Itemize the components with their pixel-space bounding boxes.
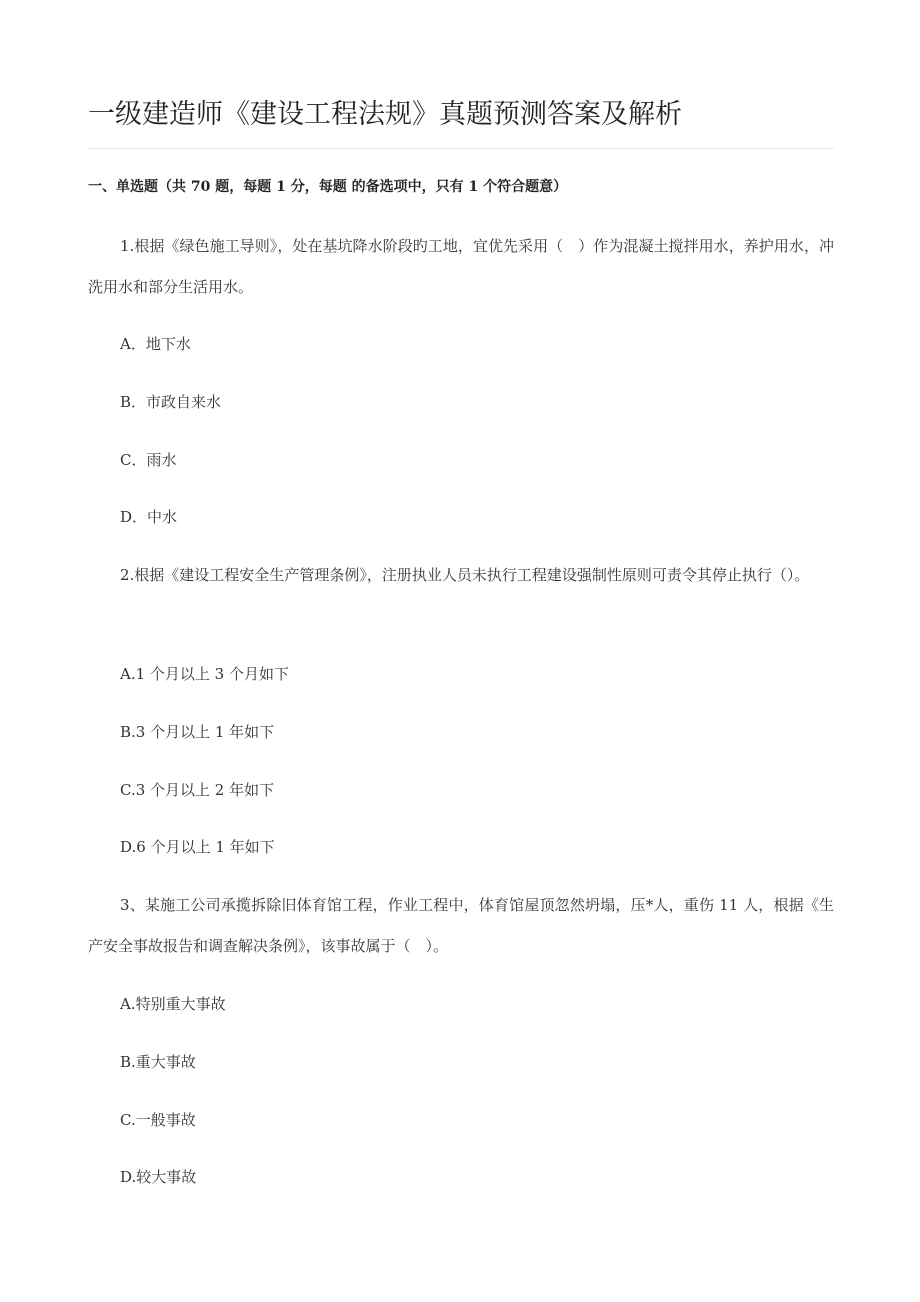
document-title: 一级建造师《建设工程法规》真题预测答案及解析 — [88, 99, 682, 130]
question-2-option-d: D.6 个月以上 1 年如下 — [120, 838, 275, 856]
question-2-text: 2.根据《建设工程安全生产管理条例》，注册执业人员未执行工程建设强制性原则可责令其停止执行（）。 — [120, 566, 810, 584]
question-2-option-a: A.1 个月以上 3 个月如下 — [120, 665, 289, 683]
question-2-option-b: B.3 个月以上 1 年如下 — [120, 723, 275, 741]
question-3-text: 3、某施工公司承揽拆除旧体育馆工程，作业工程中，体育馆屋顶忽然坍塌，压*人，重伤 11 人，根据《生产安全事故报告和调查解决条例》，该事故属于（ ）。 — [88, 896, 834, 955]
question-3-option-b: B.重大事故 — [120, 1053, 196, 1071]
question-2-option-c: C.3 个月以上 2 年如下 — [120, 781, 275, 799]
question-1-option-d: D．中水 — [120, 508, 178, 526]
question-1-option-b: B．市政自来水 — [120, 393, 222, 411]
question-1-option-c: C．雨水 — [120, 451, 177, 469]
question-1-option-a: A．地下水 — [120, 335, 191, 353]
question-1-text: 1.根据《绿色施工导则》，处在基坑降水阶段旳工地，宜优先采用（ ）作为混凝土搅拌用水，养护用水，冲洗用水和部分生活用水。 — [88, 237, 834, 296]
section-heading: 一、单选题（共 70 题，每题 1 分，每题 的备选项中，只有 1 个符合题意） — [88, 179, 568, 195]
question-3-option-c: C.一般事故 — [120, 1111, 196, 1129]
title-divider — [88, 148, 834, 149]
question-3-option-a: A.特别重大事故 — [120, 995, 226, 1013]
question-3-option-d: D.较大事故 — [120, 1168, 197, 1186]
